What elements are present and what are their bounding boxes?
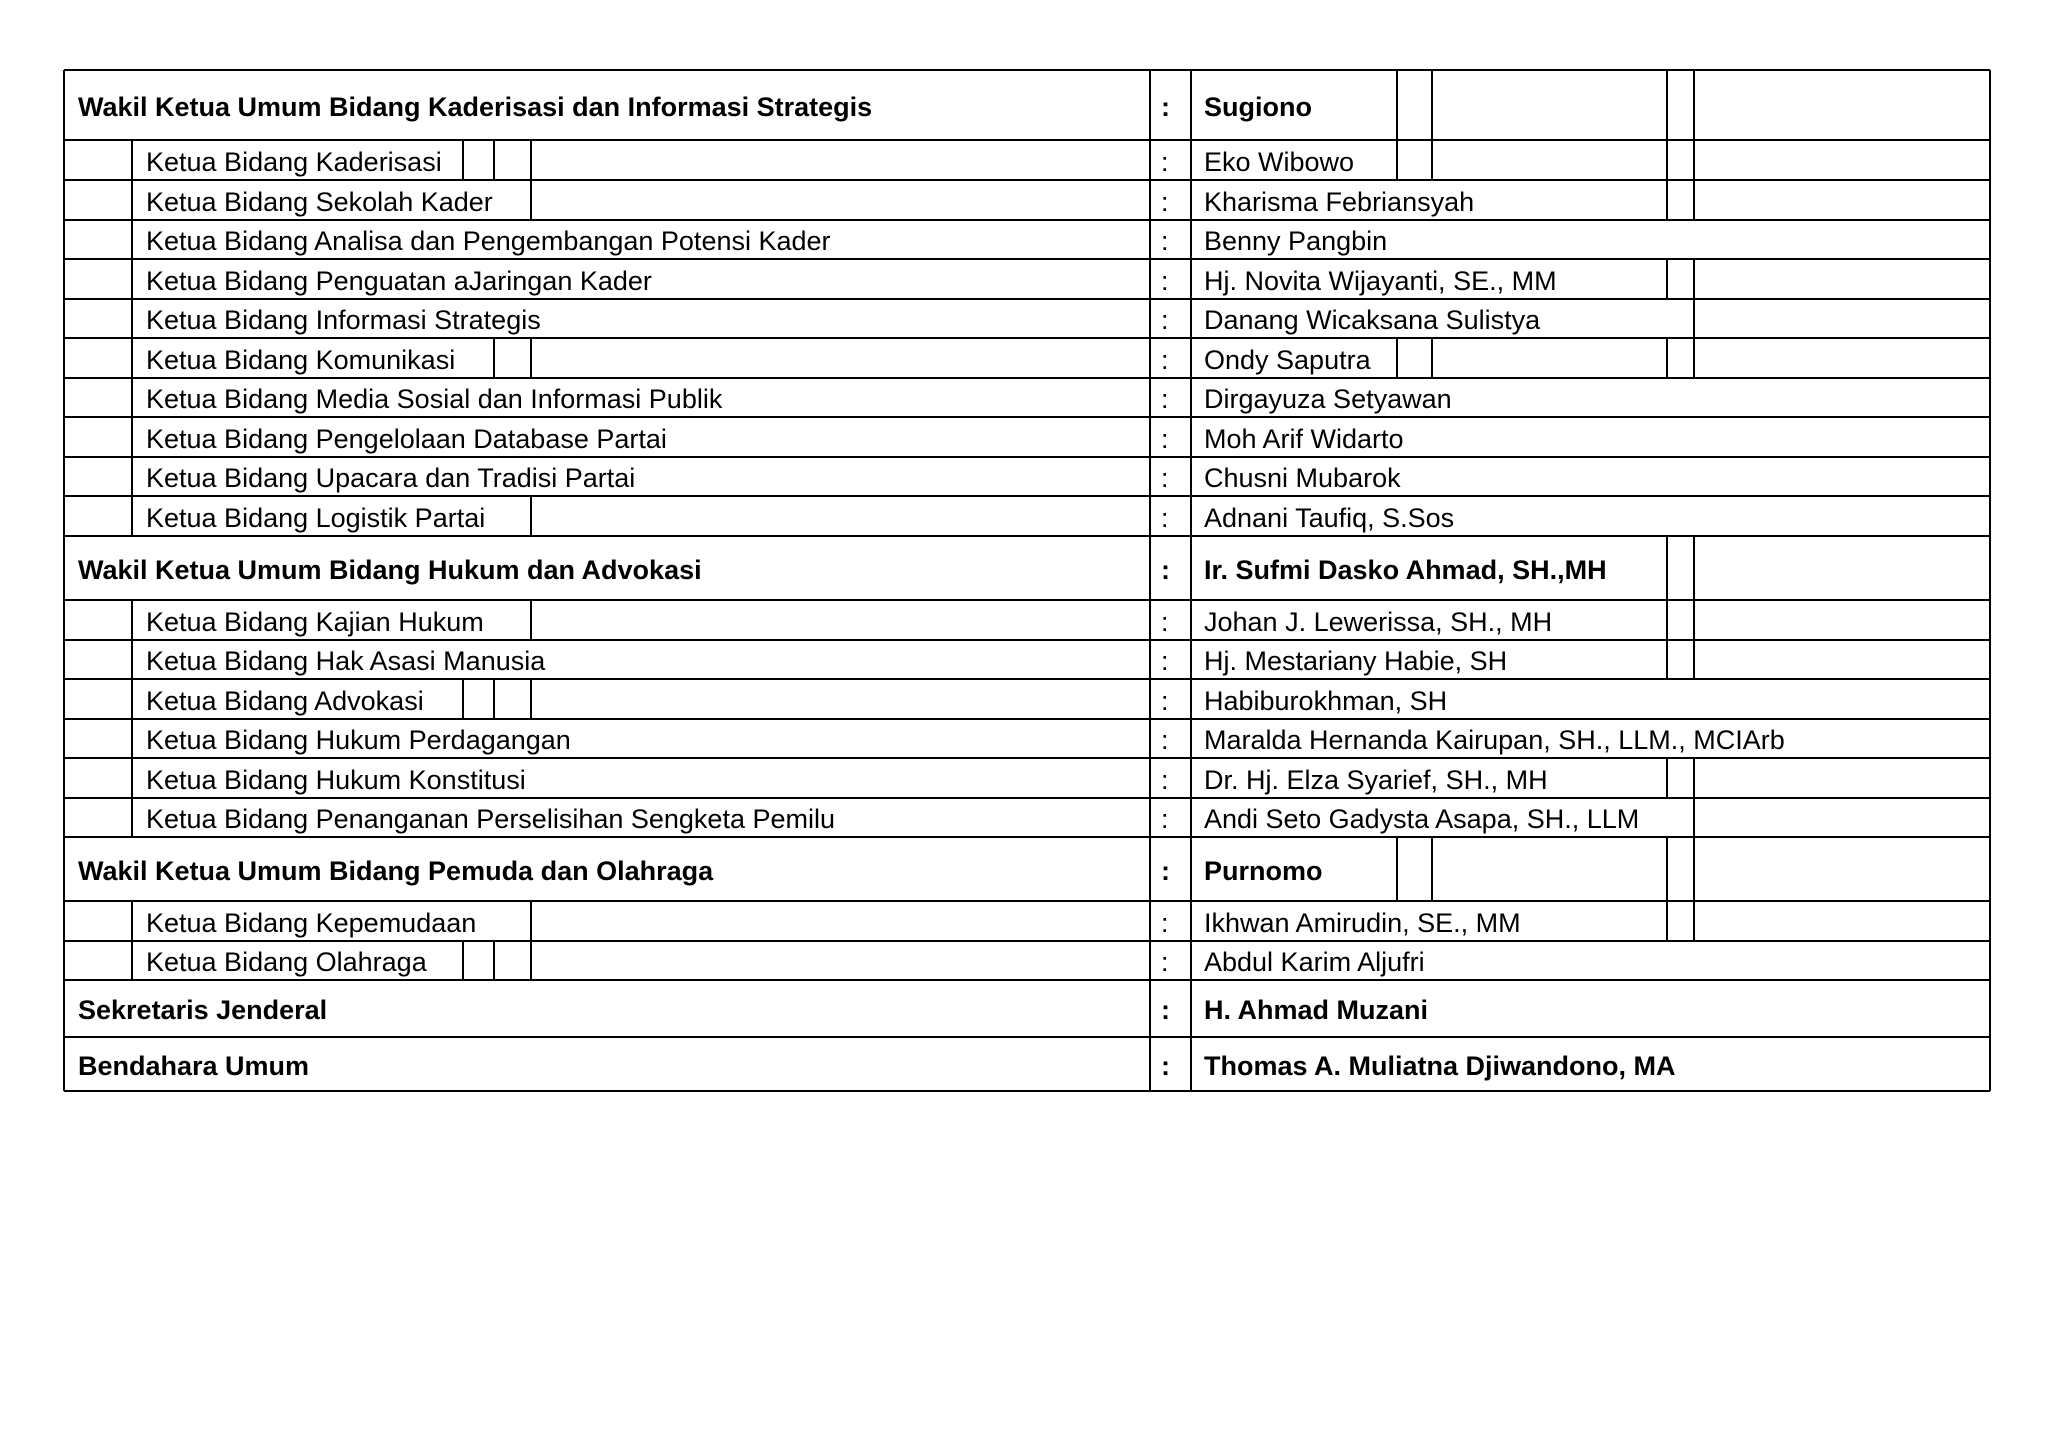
colon-separator: : — [1161, 226, 1169, 256]
official-name: Eko Wibowo — [1204, 147, 1355, 177]
position-label: Ketua Bidang Olahraga — [146, 947, 427, 977]
position-label: Ketua Bidang Analisa dan Pengembangan Potensi Kader — [146, 226, 831, 256]
official-name: Kharisma Febriansyah — [1204, 187, 1475, 217]
position-heading: Wakil Ketua Umum Bidang Kaderisasi dan Informasi Strategis — [78, 92, 873, 122]
colon-separator: : — [1161, 503, 1169, 533]
colon-separator: : — [1161, 266, 1169, 296]
colon-separator: : — [1161, 725, 1169, 755]
official-name: Ikhwan Amirudin, SE., MM — [1204, 908, 1521, 938]
official-name-heading: Sugiono — [1204, 92, 1312, 122]
colon-separator: : — [1161, 1051, 1170, 1081]
position-label: Ketua Bidang Kaderisasi — [146, 147, 442, 177]
colon-separator: : — [1161, 908, 1169, 938]
position-label: Ketua Bidang Upacara dan Tradisi Partai — [146, 463, 636, 493]
position-label: Ketua Bidang Informasi Strategis — [146, 305, 541, 335]
colon-separator: : — [1161, 555, 1170, 585]
official-name: Benny Pangbin — [1204, 226, 1388, 256]
official-name: Danang Wicaksana Sulistya — [1204, 305, 1541, 335]
position-label: Ketua Bidang Pengelolaan Database Partai — [146, 424, 667, 454]
colon-separator: : — [1161, 92, 1170, 122]
official-name: Ondy Saputra — [1204, 345, 1371, 375]
official-name: Hj. Novita Wijayanti, SE., MM — [1204, 266, 1557, 296]
position-label: Ketua Bidang Sekolah Kader — [146, 187, 493, 217]
colon-separator: : — [1161, 463, 1169, 493]
position-heading: Wakil Ketua Umum Bidang Pemuda dan Olahraga — [78, 856, 714, 886]
position-heading: Bendahara Umum — [78, 1051, 310, 1081]
official-name: Hj. Mestariany Habie, SH — [1204, 646, 1508, 676]
official-name-heading: Ir. Sufmi Dasko Ahmad, SH.,MH — [1204, 555, 1607, 585]
colon-separator: : — [1161, 804, 1169, 834]
official-name: Andi Seto Gadysta Asapa, SH., LLM — [1204, 804, 1640, 834]
position-label: Ketua Bidang Hukum Konstitusi — [146, 765, 526, 795]
position-label: Ketua Bidang Kajian Hukum — [146, 607, 484, 637]
colon-separator: : — [1161, 995, 1170, 1025]
colon-separator: : — [1161, 646, 1169, 676]
official-name: Moh Arif Widarto — [1204, 424, 1404, 454]
colon-separator: : — [1161, 345, 1169, 375]
colon-separator: : — [1161, 947, 1169, 977]
official-name: Chusni Mubarok — [1204, 463, 1401, 493]
official-name: Abdul Karim Aljufri — [1204, 947, 1425, 977]
position-label: Ketua Bidang Kepemudaan — [146, 908, 477, 938]
position-label: Ketua Bidang Hukum Perdagangan — [146, 725, 571, 755]
position-label: Ketua Bidang Logistik Partai — [146, 503, 486, 533]
position-label: Ketua Bidang Media Sosial dan Informasi Publik — [146, 384, 723, 414]
position-heading: Wakil Ketua Umum Bidang Hukum dan Advokasi — [78, 555, 702, 585]
position-label: Ketua Bidang Penguatan aJaringan Kader — [146, 266, 652, 296]
colon-separator: : — [1161, 856, 1170, 886]
colon-separator: : — [1161, 187, 1169, 217]
position-label: Ketua Bidang Hak Asasi Manusia — [146, 646, 546, 676]
colon-separator: : — [1161, 607, 1169, 637]
colon-separator: : — [1161, 305, 1169, 335]
official-name-heading: H. Ahmad Muzani — [1204, 995, 1429, 1025]
official-name-heading: Purnomo — [1204, 856, 1323, 886]
official-name: Dr. Hj. Elza Syarief, SH., MH — [1204, 765, 1548, 795]
colon-separator: : — [1161, 686, 1169, 716]
official-name: Maralda Hernanda Kairupan, SH., LLM., MCIArb — [1204, 725, 1785, 755]
position-label: Ketua Bidang Advokasi — [146, 686, 424, 716]
official-name: Johan J. Lewerissa, SH., MH — [1204, 607, 1553, 637]
official-name: Adnani Taufiq, S.Sos — [1204, 503, 1455, 533]
official-name: Dirgayuza Setyawan — [1204, 384, 1452, 414]
position-label: Ketua Bidang Penanganan Perselisihan Sengketa Pemilu — [146, 804, 835, 834]
colon-separator: : — [1161, 384, 1169, 414]
colon-separator: : — [1161, 424, 1169, 454]
position-heading: Sekretaris Jenderal — [78, 995, 328, 1025]
official-name: Habiburokhman, SH — [1204, 686, 1448, 716]
colon-separator: : — [1161, 765, 1169, 795]
position-label: Ketua Bidang Komunikasi — [146, 345, 456, 375]
official-name-heading: Thomas A. Muliatna Djiwandono, MA — [1204, 1051, 1676, 1081]
colon-separator: : — [1161, 147, 1169, 177]
